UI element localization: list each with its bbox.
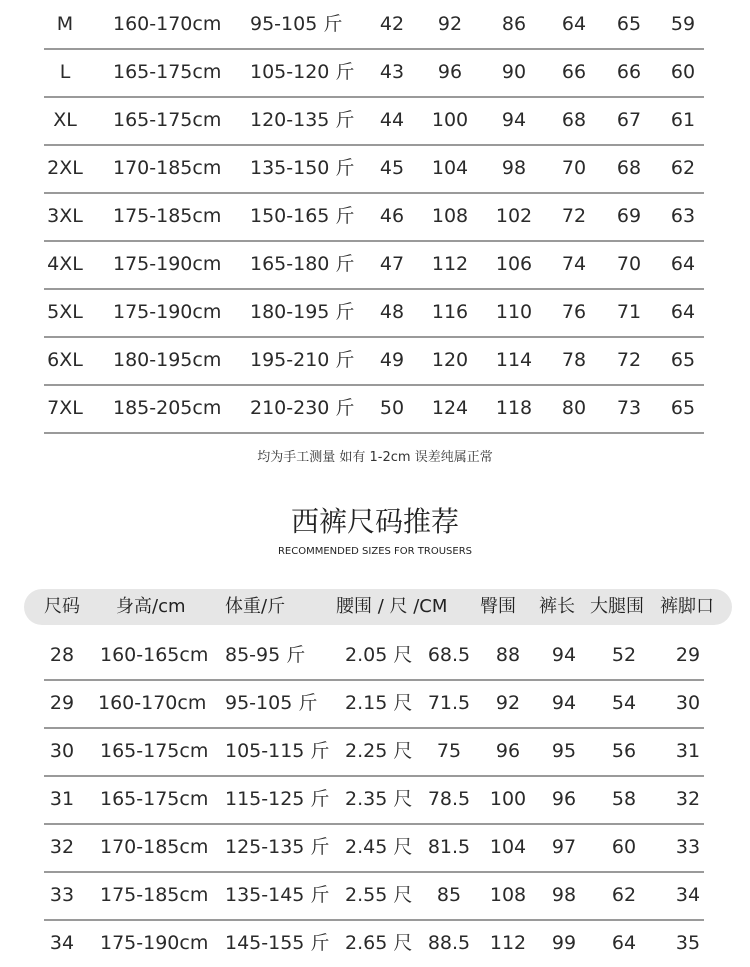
hem-cell: 31 (675, 740, 701, 762)
height-cell: 185-205cm (113, 397, 222, 419)
measure-cell: 68 (616, 157, 642, 179)
measure-cell: 64 (561, 13, 587, 35)
size-cell: 5XL (47, 301, 83, 323)
weight-cell: 95-105 斤 (250, 13, 343, 35)
measure-cell: 118 (495, 397, 533, 419)
measure-cell: 100 (431, 109, 469, 131)
size-cell: 31 (49, 788, 75, 810)
weight-cell: 145-155 斤 (225, 932, 330, 954)
hip-cell: 108 (489, 884, 527, 906)
measure-cell: 73 (616, 397, 642, 419)
size-cell: 32 (49, 836, 75, 858)
measure-cell: 49 (379, 349, 405, 371)
measure-cell: 44 (379, 109, 405, 131)
height-cell: 175-185cm (113, 205, 222, 227)
measure-cell: 72 (616, 349, 642, 371)
header-waist: 腰围 / 尺 /CM (336, 596, 448, 617)
weight-cell: 120-135 斤 (250, 109, 355, 131)
header-size: 尺码 (44, 596, 80, 617)
waist-cm-cell: 68.5 (427, 644, 471, 666)
measure-cell: 65 (670, 397, 696, 419)
waist-cell: 2.65 尺 (345, 932, 413, 954)
measure-cell: 68 (561, 109, 587, 131)
size-cell: 29 (49, 692, 75, 714)
height-cell: 170-185cm (113, 157, 222, 179)
measure-cell: 47 (379, 253, 405, 275)
measure-cell: 112 (431, 253, 469, 275)
waist-cm-cell: 71.5 (427, 692, 471, 714)
waist-cell: 2.25 尺 (345, 740, 413, 762)
table-row (44, 0, 704, 50)
section-title: 西裤尺码推荐 (290, 505, 459, 538)
hem-cell: 33 (675, 836, 701, 858)
hem-cell: 32 (675, 788, 701, 810)
length-cell: 97 (551, 836, 577, 858)
measure-cell: 72 (561, 205, 587, 227)
measure-cell: 70 (616, 253, 642, 275)
measure-cell: 76 (561, 301, 587, 323)
height-cell: 160-165cm (100, 644, 209, 666)
weight-cell: 105-115 斤 (225, 740, 330, 762)
weight-cell: 135-150 斤 (250, 157, 355, 179)
size-cell: 3XL (47, 205, 83, 227)
table-row (44, 48, 704, 98)
table-row (44, 144, 704, 194)
measure-cell: 50 (379, 397, 405, 419)
thigh-cell: 58 (611, 788, 637, 810)
measure-cell: 64 (670, 253, 696, 275)
waist-cell: 2.35 尺 (345, 788, 413, 810)
table-row (44, 823, 704, 873)
weight-cell: 115-125 斤 (225, 788, 330, 810)
table-row (44, 384, 704, 434)
table-row (44, 240, 704, 290)
table-row (44, 727, 704, 777)
waist-cm-cell: 81.5 (427, 836, 471, 858)
measure-cell: 92 (437, 13, 463, 35)
weight-cell: 105-120 斤 (250, 61, 355, 83)
hem-cell: 30 (675, 692, 701, 714)
length-cell: 95 (551, 740, 577, 762)
thigh-cell: 56 (611, 740, 637, 762)
weight-cell: 165-180 斤 (250, 253, 355, 275)
size-cell: 7XL (47, 397, 83, 419)
size-cell: 34 (49, 932, 75, 954)
weight-cell: 135-145 斤 (225, 884, 330, 906)
measure-cell: 90 (501, 61, 527, 83)
hip-cell: 96 (495, 740, 521, 762)
measure-cell: 64 (670, 301, 696, 323)
length-cell: 99 (551, 932, 577, 954)
measure-cell: 66 (616, 61, 642, 83)
waist-cm-cell: 88.5 (427, 932, 471, 954)
height-cell: 175-185cm (100, 884, 209, 906)
weight-cell: 85-95 斤 (225, 644, 306, 666)
measure-cell: 116 (431, 301, 469, 323)
length-cell: 94 (551, 692, 577, 714)
header-thigh: 大腿围 (590, 596, 644, 617)
table-row (44, 192, 704, 242)
weight-cell: 150-165 斤 (250, 205, 355, 227)
measure-cell: 78 (561, 349, 587, 371)
table-row (44, 336, 704, 386)
table-row (44, 96, 704, 146)
size-cell: 33 (49, 884, 75, 906)
height-cell: 165-175cm (113, 109, 222, 131)
table-row (44, 679, 704, 729)
waist-cm-cell: 85 (436, 884, 462, 906)
waist-cm-cell: 75 (436, 740, 462, 762)
measure-cell: 80 (561, 397, 587, 419)
measure-cell: 96 (437, 61, 463, 83)
measure-cell: 66 (561, 61, 587, 83)
measure-cell: 43 (379, 61, 405, 83)
header-height: 身高/cm (116, 596, 186, 617)
size-cell: M (56, 13, 74, 35)
header-hip: 臀围 (480, 596, 516, 617)
measure-cell: 86 (501, 13, 527, 35)
size-cell: 28 (49, 644, 75, 666)
measure-cell: 46 (379, 205, 405, 227)
hip-cell: 112 (489, 932, 527, 954)
measure-cell: 65 (616, 13, 642, 35)
measure-cell: 59 (670, 13, 696, 35)
section-subtitle: RECOMMENDED SIZES FOR TROUSERS (277, 546, 473, 557)
measure-cell: 102 (495, 205, 533, 227)
header-weight: 体重/斤 (225, 596, 286, 617)
hip-cell: 92 (495, 692, 521, 714)
thigh-cell: 62 (611, 884, 637, 906)
measure-cell: 61 (670, 109, 696, 131)
measure-cell: 45 (379, 157, 405, 179)
measure-cell: 65 (670, 349, 696, 371)
waist-cell: 2.15 尺 (345, 692, 413, 714)
measure-cell: 108 (431, 205, 469, 227)
measure-cell: 106 (495, 253, 533, 275)
height-cell: 170-185cm (100, 836, 209, 858)
hip-cell: 100 (489, 788, 527, 810)
hem-cell: 35 (675, 932, 701, 954)
length-cell: 98 (551, 884, 577, 906)
table-row (44, 631, 704, 681)
hip-cell: 104 (489, 836, 527, 858)
measure-cell: 124 (431, 397, 469, 419)
waist-cm-cell: 78.5 (427, 788, 471, 810)
measure-cell: 114 (495, 349, 533, 371)
measure-cell: 104 (431, 157, 469, 179)
height-cell: 175-190cm (113, 253, 222, 275)
height-cell: 175-190cm (113, 301, 222, 323)
height-cell: 160-170cm (113, 13, 222, 35)
measure-cell: 69 (616, 205, 642, 227)
table-row (44, 919, 704, 967)
thigh-cell: 60 (611, 836, 637, 858)
thigh-cell: 52 (611, 644, 637, 666)
measure-cell: 63 (670, 205, 696, 227)
length-cell: 94 (551, 644, 577, 666)
measure-cell: 71 (616, 301, 642, 323)
measure-cell: 70 (561, 157, 587, 179)
waist-cell: 2.45 尺 (345, 836, 413, 858)
hem-cell: 29 (675, 644, 701, 666)
measure-cell: 110 (495, 301, 533, 323)
height-cell: 160-170cm (98, 692, 207, 714)
measure-cell: 60 (670, 61, 696, 83)
height-cell: 175-190cm (100, 932, 209, 954)
thigh-cell: 54 (611, 692, 637, 714)
size-cell: 4XL (47, 253, 83, 275)
height-cell: 180-195cm (113, 349, 222, 371)
weight-cell: 95-105 斤 (225, 692, 318, 714)
measure-cell: 62 (670, 157, 696, 179)
height-cell: 165-175cm (113, 61, 222, 83)
table-row (44, 288, 704, 338)
weight-cell: 180-195 斤 (250, 301, 355, 323)
measure-cell: 42 (379, 13, 405, 35)
header-hem: 裤脚口 (660, 596, 714, 617)
hip-cell: 88 (495, 644, 521, 666)
size-cell: L (59, 61, 71, 83)
measurement-note: 均为手工测量 如有 1-2cm 误差纯属正常 (257, 450, 493, 465)
measure-cell: 48 (379, 301, 405, 323)
measure-cell: 94 (501, 109, 527, 131)
waist-cell: 2.55 尺 (345, 884, 413, 906)
thigh-cell: 64 (611, 932, 637, 954)
measure-cell: 67 (616, 109, 642, 131)
measure-cell: 74 (561, 253, 587, 275)
table-header (24, 589, 732, 625)
hem-cell: 34 (675, 884, 701, 906)
header-length: 裤长 (539, 596, 575, 617)
waist-cell: 2.05 尺 (345, 644, 413, 666)
size-cell: XL (53, 109, 77, 131)
table-row (44, 871, 704, 921)
size-cell: 6XL (47, 349, 83, 371)
height-cell: 165-175cm (100, 788, 209, 810)
table-row (44, 775, 704, 825)
weight-cell: 125-135 斤 (225, 836, 330, 858)
weight-cell: 195-210 斤 (250, 349, 355, 371)
length-cell: 96 (551, 788, 577, 810)
size-cell: 30 (49, 740, 75, 762)
measure-cell: 98 (501, 157, 527, 179)
measure-cell: 120 (431, 349, 469, 371)
size-cell: 2XL (47, 157, 83, 179)
weight-cell: 210-230 斤 (250, 397, 355, 419)
height-cell: 165-175cm (100, 740, 209, 762)
